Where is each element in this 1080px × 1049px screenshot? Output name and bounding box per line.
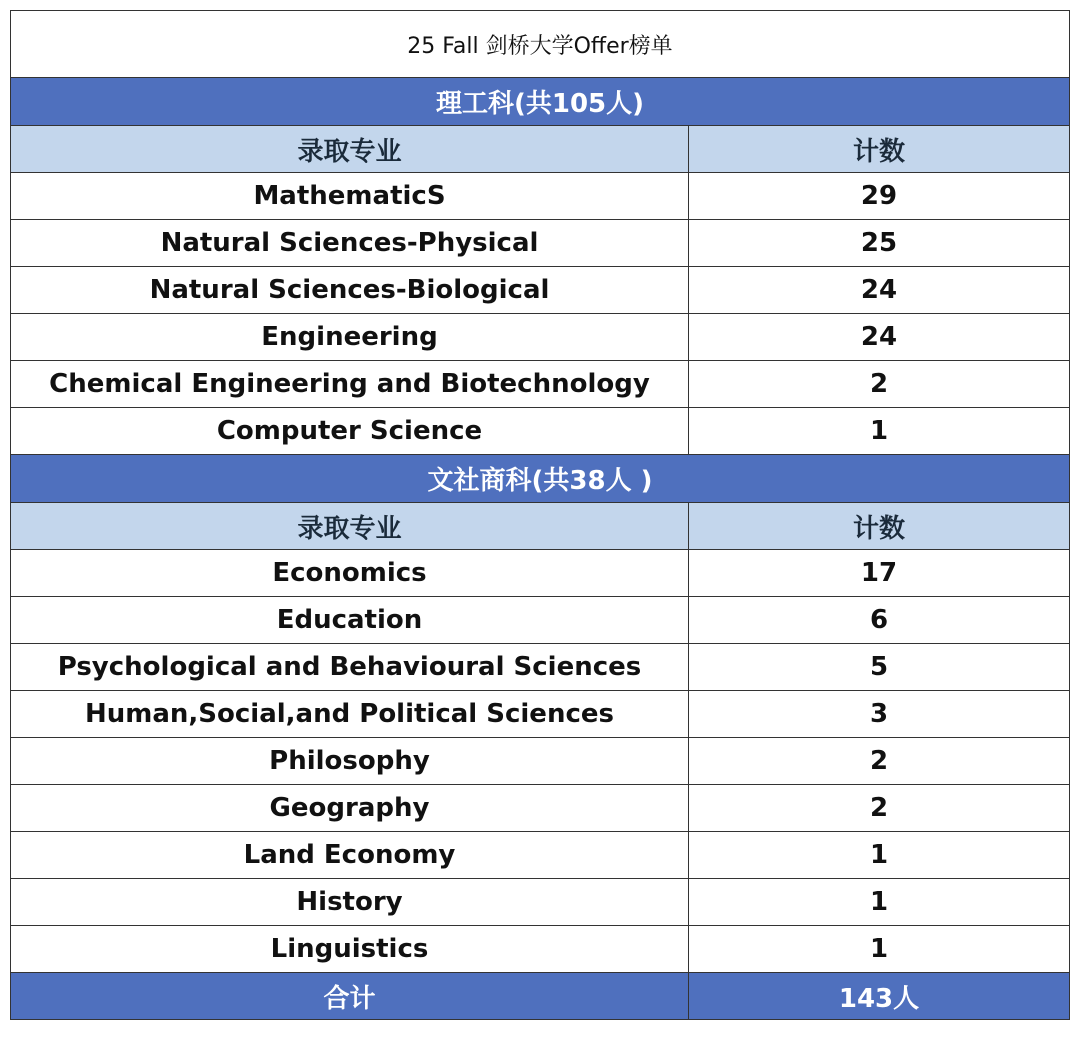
offer-table [10, 10, 1070, 1020]
major-cell: Natural Sciences-Physical [11, 220, 689, 267]
count-cell: 2 [689, 738, 1070, 785]
count-cell: 1 [689, 408, 1070, 455]
major-cell: Education [11, 597, 689, 644]
table-row [11, 879, 1070, 926]
total-value: 143人 [689, 973, 1070, 1020]
major-cell: Engineering [11, 314, 689, 361]
table-row [11, 550, 1070, 597]
table-title: 25 Fall 剑桥大学Offer榜单 [11, 11, 1070, 78]
major-cell: Economics [11, 550, 689, 597]
column-header-row [11, 503, 1070, 550]
table-row [11, 926, 1070, 973]
count-cell: 29 [689, 173, 1070, 220]
major-cell: Chemical Engineering and Biotechnology [11, 361, 689, 408]
count-cell: 2 [689, 361, 1070, 408]
count-cell: 1 [689, 926, 1070, 973]
table-row [11, 738, 1070, 785]
major-cell: Natural Sciences-Biological [11, 267, 689, 314]
major-cell: Computer Science [11, 408, 689, 455]
count-cell: 5 [689, 644, 1070, 691]
major-cell: Human,Social,and Political Sciences [11, 691, 689, 738]
count-cell: 25 [689, 220, 1070, 267]
section-heading: 理工科(共105人) [11, 78, 1070, 126]
total-label: 合计 [11, 973, 689, 1020]
section-header [11, 78, 1070, 126]
major-cell: Philosophy [11, 738, 689, 785]
table-row [11, 832, 1070, 879]
table-row [11, 785, 1070, 832]
major-cell: History [11, 879, 689, 926]
count-cell: 24 [689, 314, 1070, 361]
total-row [11, 973, 1070, 1020]
column-header-major: 录取专业 [11, 503, 689, 550]
count-cell: 1 [689, 832, 1070, 879]
table-row [11, 361, 1070, 408]
section-header [11, 455, 1070, 503]
count-cell: 3 [689, 691, 1070, 738]
major-cell: Land Economy [11, 832, 689, 879]
section-heading: 文社商科(共38人 ) [11, 455, 1070, 503]
column-header-count: 计数 [689, 126, 1070, 173]
count-cell: 6 [689, 597, 1070, 644]
table-row [11, 220, 1070, 267]
count-cell: 2 [689, 785, 1070, 832]
title-row [11, 11, 1070, 78]
column-header-row [11, 126, 1070, 173]
count-cell: 1 [689, 879, 1070, 926]
table-row [11, 691, 1070, 738]
column-header-major: 录取专业 [11, 126, 689, 173]
count-cell: 17 [689, 550, 1070, 597]
table-row [11, 314, 1070, 361]
table-row [11, 644, 1070, 691]
table-row [11, 267, 1070, 314]
count-cell: 24 [689, 267, 1070, 314]
table-row [11, 408, 1070, 455]
table-row [11, 597, 1070, 644]
major-cell: Psychological and Behavioural Sciences [11, 644, 689, 691]
major-cell: Geography [11, 785, 689, 832]
major-cell: MathematicS [11, 173, 689, 220]
major-cell: Linguistics [11, 926, 689, 973]
column-header-count: 计数 [689, 503, 1070, 550]
table-row [11, 173, 1070, 220]
